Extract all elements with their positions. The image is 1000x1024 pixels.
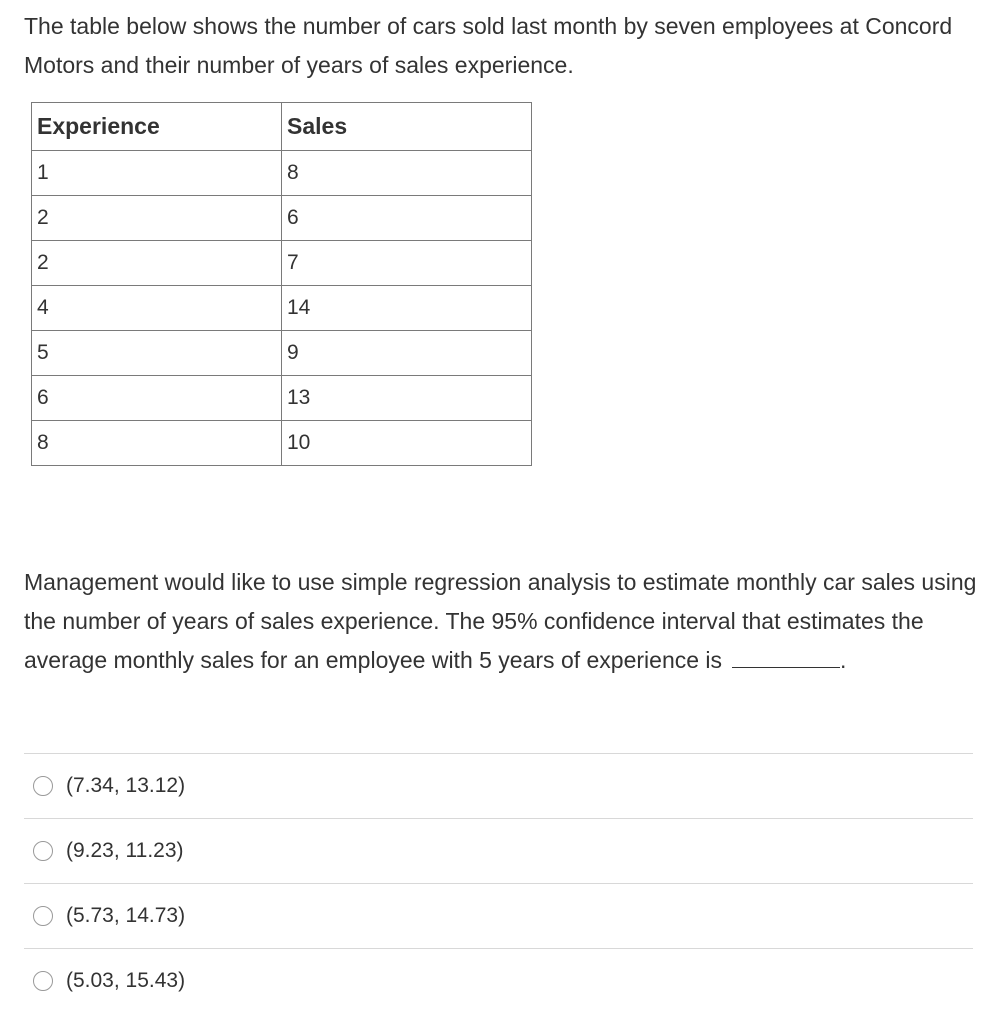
radio-button[interactable] [33,906,53,926]
table-row [32,286,532,331]
answer-option[interactable] [24,819,973,884]
experience-cell: 4 [32,286,282,331]
sales-cell: 10 [282,421,532,466]
experience-cell: 2 [32,196,282,241]
answer-blank [732,643,840,668]
sales-cell: 6 [282,196,532,241]
table-row [32,196,532,241]
answer-option-label[interactable]: (5.73, 14.73) [66,904,186,927]
sales-cell: 14 [282,286,532,331]
sales-cell: 7 [282,241,532,286]
table-header-row [32,103,532,151]
answer-option-label[interactable]: (7.34, 13.12) [66,774,186,797]
answer-option-label[interactable]: (5.03, 15.43) [66,969,186,992]
experience-cell: 5 [32,331,282,376]
sales-cell: 8 [282,151,532,196]
sales-cell: 13 [282,376,532,421]
table-row [32,421,532,466]
answer-option-label[interactable]: (9.23, 11.23) [66,839,184,862]
experience-cell: 6 [32,376,282,421]
table-row [32,376,532,421]
question-body: Management would like to use simple regression analysis to estimate monthly car sales using the number of years of sales experience. The 95% confidence interval that estimates the average monthly sales for an employee with 5 years of experience is [24,569,977,673]
table-row [32,331,532,376]
table-row [32,241,532,286]
radio-button[interactable] [33,971,53,991]
radio-button[interactable] [33,841,53,861]
data-table [31,102,532,466]
header-sales: Sales [282,103,532,151]
radio-button[interactable] [33,776,53,796]
experience-cell: 2 [32,241,282,286]
header-experience: Experience [32,103,282,151]
question-end-mark: . [840,647,847,673]
answer-option[interactable] [24,754,973,819]
intro-text: The table below shows the number of cars sold last month by seven employees at Concord Motors and their number of years of sales experience. [24,13,953,78]
experience-cell: 8 [32,421,282,466]
table-row [32,151,532,196]
sales-cell: 9 [282,331,532,376]
experience-cell: 1 [32,151,282,196]
answer-option[interactable] [24,884,973,949]
answer-options [24,753,973,1013]
question-text [24,563,979,680]
answer-option[interactable] [24,949,973,1013]
